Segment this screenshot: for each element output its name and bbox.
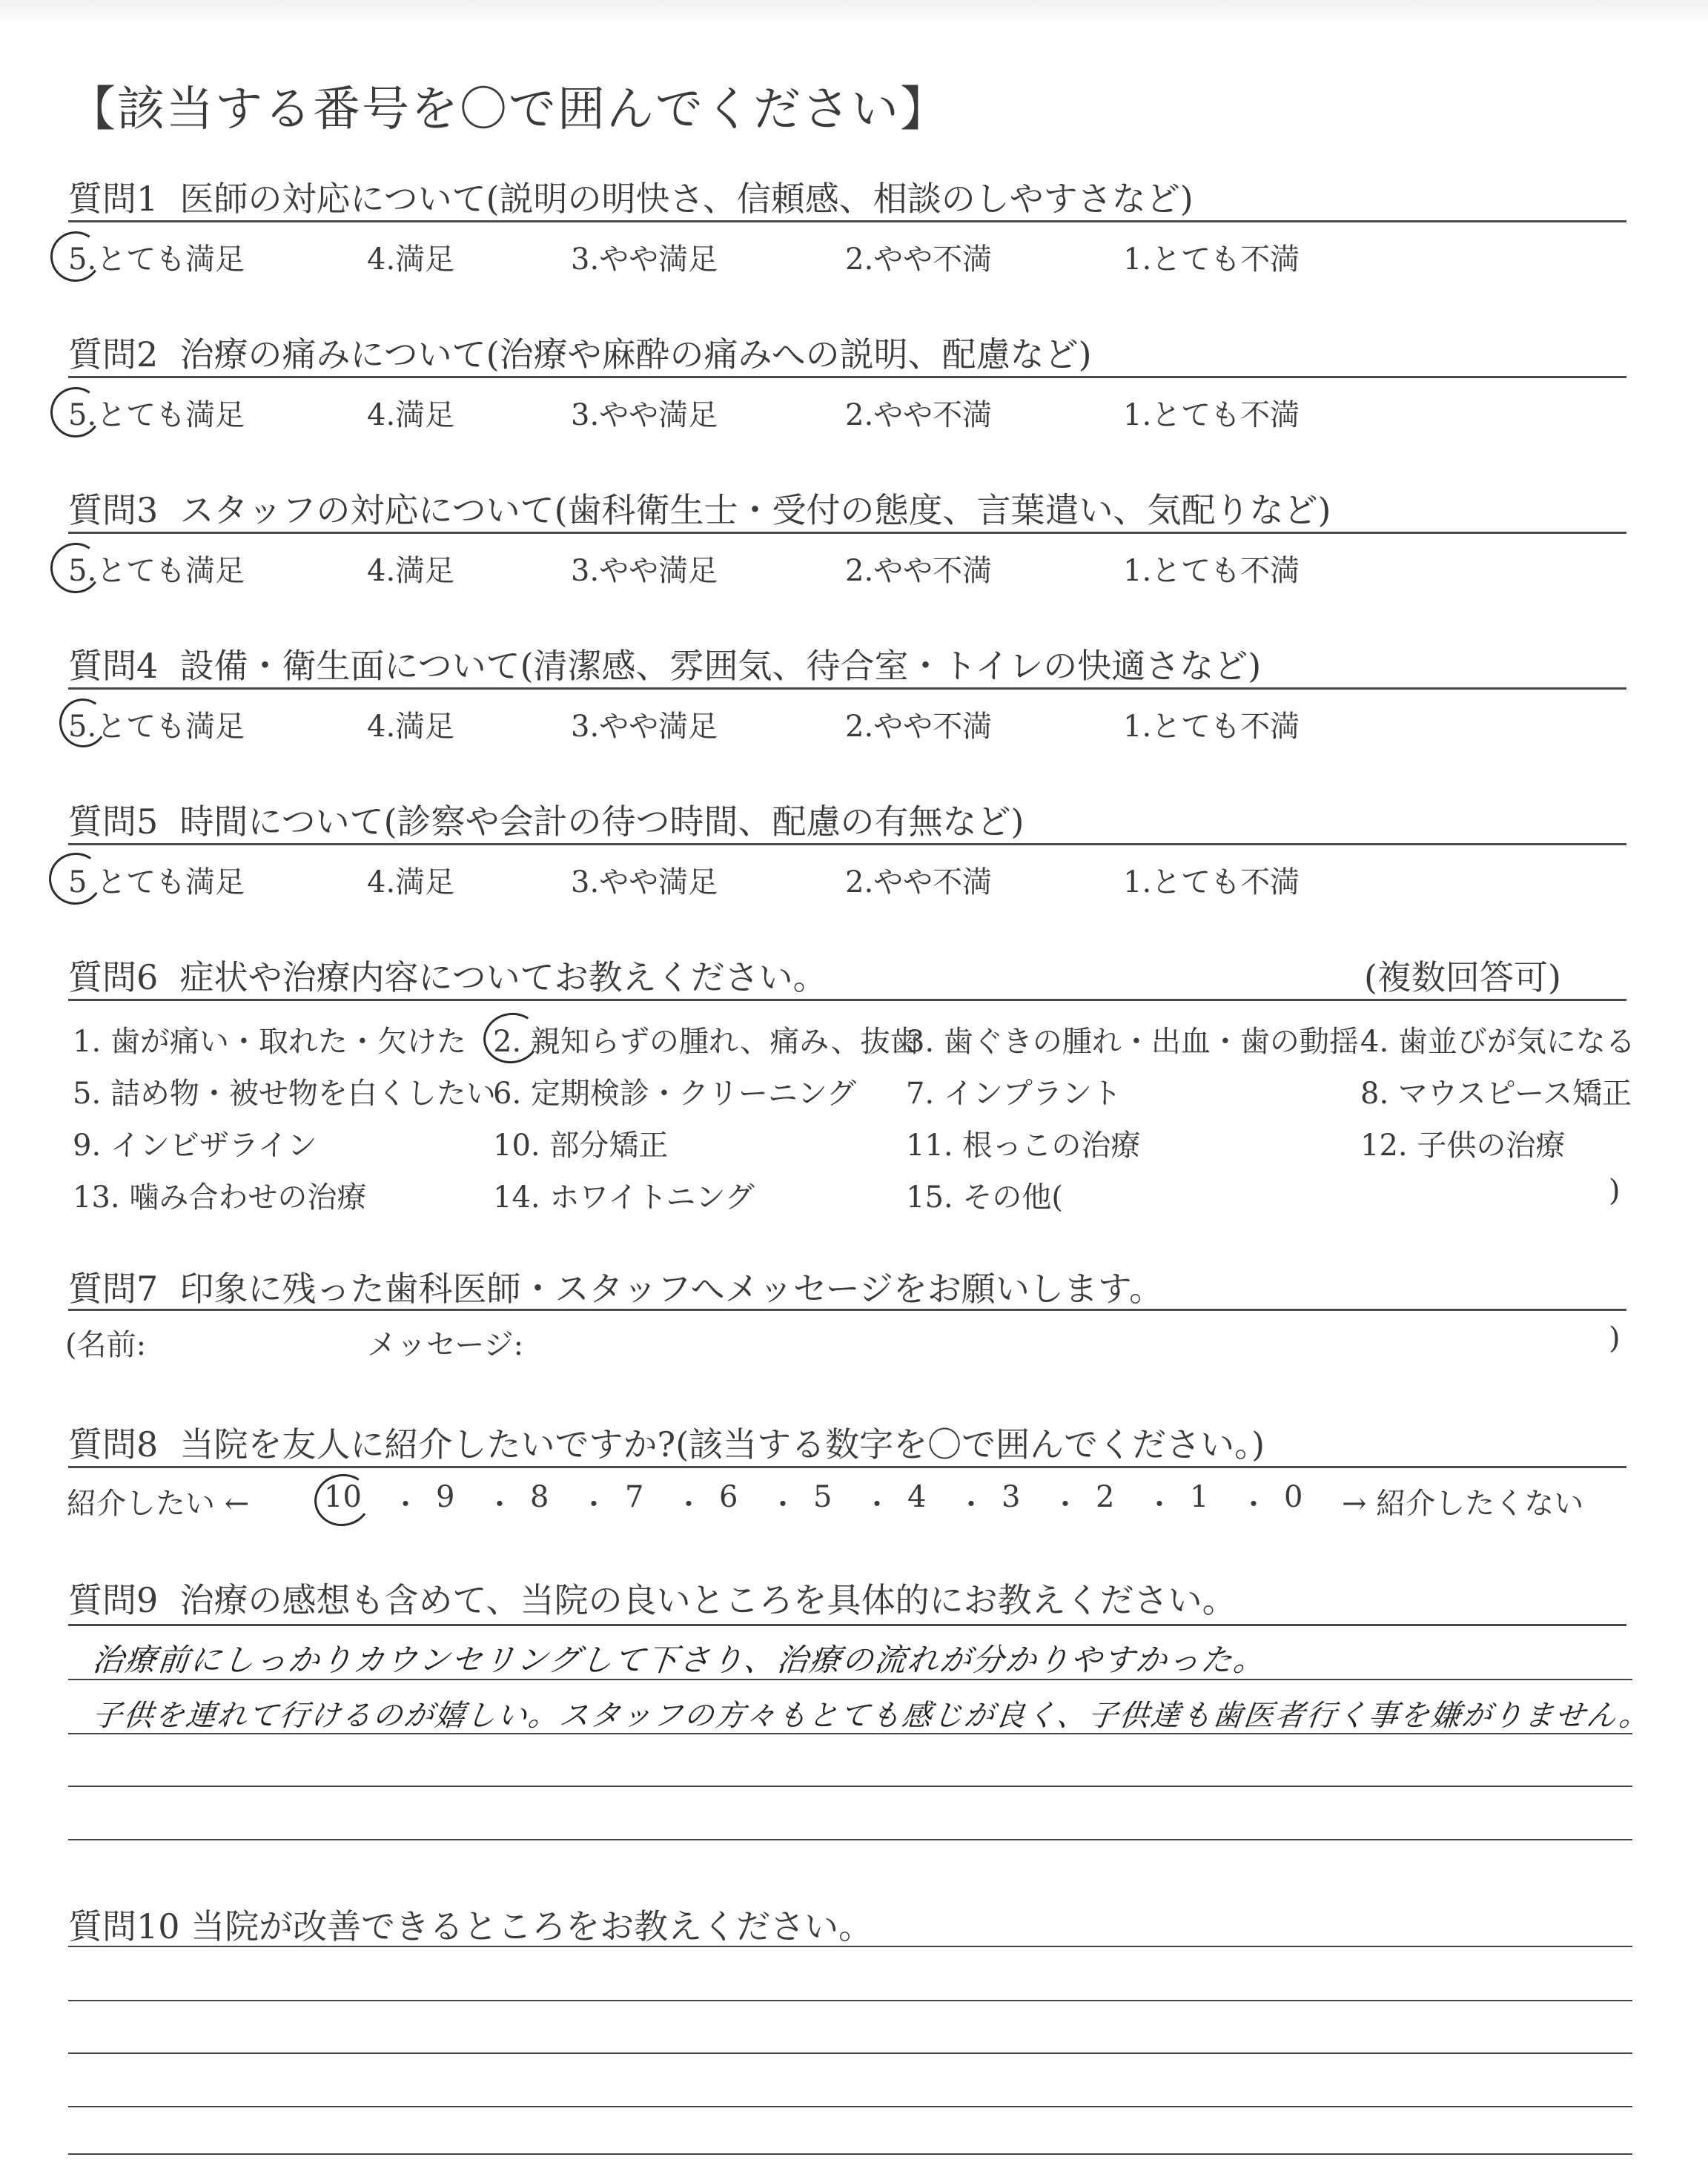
q7-close: ) <box>1609 1321 1621 1355</box>
q4-option-1[interactable]: 1.とても不満 <box>1123 710 1300 744</box>
q4-option-3[interactable]: 3.やや満足 <box>571 710 718 744</box>
q6-item-10[interactable]: 10. 部分矯正 <box>493 1129 669 1163</box>
q4-option-4[interactable]: 4.満足 <box>367 710 455 744</box>
question-8-text: 当院を友人に紹介したいですか?(該当する数字を〇で囲んでください。) <box>179 1424 1265 1464</box>
q2-option-5[interactable]: 5.とても満足 <box>68 398 245 432</box>
question-10-text: 当院が改善できるところをお教えください。 <box>191 1906 873 1946</box>
q3-option-4[interactable]: 4.満足 <box>367 554 455 588</box>
q7-message-label: メッセージ: <box>367 1328 524 1362</box>
q9-answer-line-1: 治療前にしっかりカウンセリングして下さり、治療の流れが分かりやすかった。 <box>90 1642 1268 1678</box>
q5-option-1[interactable]: 1.とても不満 <box>1123 865 1300 899</box>
q10-line-5 <box>68 2153 1632 2155</box>
question-2-text: 治療の痛みについて(治療や麻酔の痛みへの説明、配慮など) <box>179 334 1092 374</box>
question-6-note: (複数回答可) <box>1364 957 1561 997</box>
q3-option-1[interactable]: 1.とても不満 <box>1123 554 1300 588</box>
question-9-rule <box>68 1624 1626 1626</box>
question-4-label: 質問4 <box>68 646 159 686</box>
q8-separator: ・ <box>675 1488 704 1521</box>
q10-line-3 <box>68 2052 1632 2054</box>
q6-item-12[interactable]: 12. 子供の治療 <box>1360 1129 1566 1163</box>
q6-item-3[interactable]: 3. 歯ぐきの腫れ・出血・歯の動揺 <box>906 1025 1359 1059</box>
q3-option-2[interactable]: 2.やや不満 <box>845 554 993 588</box>
question-9-text: 治療の感想も含めて、当院の良いところを具体的にお教えください。 <box>179 1580 1237 1620</box>
q8-scale-4[interactable]: 4 <box>907 1480 927 1514</box>
q8-left-label: 紹介したい ← <box>67 1487 250 1521</box>
question-8-label: 質問8 <box>68 1424 159 1464</box>
q8-scale-2[interactable]: 2 <box>1096 1480 1115 1514</box>
q6-item-9[interactable]: 9. インビザライン <box>73 1129 317 1163</box>
question-9 <box>68 1573 1237 1622</box>
question-10 <box>68 1900 873 1949</box>
q1-option-4[interactable]: 4.満足 <box>367 242 455 277</box>
q6-item-7[interactable]: 7. インプラント <box>906 1077 1122 1111</box>
q2-option-4[interactable]: 4.満足 <box>367 398 455 432</box>
q8-separator: ・ <box>1145 1488 1174 1521</box>
q8-right-label: → 紹介したくない <box>1342 1487 1584 1521</box>
question-8 <box>68 1418 1265 1467</box>
q5-option-4[interactable]: 4.満足 <box>367 865 455 899</box>
q3-option-5[interactable]: 5.とても満足 <box>68 554 245 588</box>
q2-option-1[interactable]: 1.とても不満 <box>1123 398 1300 432</box>
q8-scale-0[interactable]: 0 <box>1284 1480 1303 1514</box>
question-7-label: 質問7 <box>68 1269 159 1309</box>
q5-option-3[interactable]: 3.やや満足 <box>571 865 718 899</box>
q6-item-13[interactable]: 13. 噛み合わせの治療 <box>73 1180 367 1215</box>
q8-scale-10[interactable]: 10 <box>324 1480 362 1514</box>
q4-option-2[interactable]: 2.やや不満 <box>845 710 993 744</box>
q8-scale-6[interactable]: 6 <box>719 1480 738 1514</box>
question-5 <box>68 795 1025 844</box>
question-9-label: 質問9 <box>68 1580 159 1620</box>
q8-scale-1[interactable]: 1 <box>1190 1480 1209 1514</box>
question-3-rule <box>68 532 1626 534</box>
question-3 <box>68 483 1331 532</box>
q3-option-3[interactable]: 3.やや満足 <box>571 554 718 588</box>
q5-option-5[interactable]: 5 とても満足 <box>68 865 245 899</box>
question-8-rule <box>68 1466 1626 1468</box>
q6-item-2[interactable]: 2. 親知らずの腫れ、痛み、抜歯 <box>493 1025 920 1059</box>
q9-line-3 <box>68 1786 1632 1787</box>
q9-line-2 <box>68 1733 1632 1734</box>
q1-option-3[interactable]: 3.やや満足 <box>571 242 718 277</box>
q10-line-4 <box>68 2106 1632 2107</box>
question-2 <box>68 328 1092 377</box>
q8-scale-3[interactable]: 3 <box>1002 1480 1021 1514</box>
q6-item-1[interactable]: 1. 歯が痛い・取れた・欠けた <box>73 1025 466 1059</box>
q8-separator: ・ <box>391 1488 420 1521</box>
question-7-text: 印象に残った歯科医師・スタッフへメッセージをお願いします。 <box>179 1269 1164 1309</box>
q8-scale-9[interactable]: 9 <box>436 1480 455 1514</box>
q2-option-2[interactable]: 2.やや不満 <box>845 398 993 432</box>
q6-item-11[interactable]: 11. 根っこの治療 <box>906 1129 1141 1163</box>
q8-scale-7[interactable]: 7 <box>625 1480 644 1514</box>
q10-line-2 <box>68 2000 1632 2001</box>
q9-line-4 <box>68 1839 1632 1840</box>
question-6-text: 症状や治療内容についてお教えください。 <box>179 957 827 997</box>
q6-item-6[interactable]: 6. 定期検診・クリーニング <box>493 1077 857 1111</box>
question-5-label: 質問5 <box>68 802 159 842</box>
q6-item-14[interactable]: 14. ホワイトニング <box>493 1180 755 1215</box>
q6-item-15[interactable]: 15. その他( <box>906 1180 1063 1215</box>
question-6-rule <box>68 999 1626 1001</box>
q8-separator: ・ <box>580 1488 609 1521</box>
q6-item-8[interactable]: 8. マウスピース矯正 <box>1360 1077 1632 1111</box>
q1-option-1[interactable]: 1.とても不満 <box>1123 242 1300 277</box>
question-1-label: 質問1 <box>68 179 159 219</box>
question-2-label: 質問2 <box>68 334 159 374</box>
question-4-text: 設備・衛生面について(清潔感、雰囲気、待合室・トイレの快適さなど) <box>179 646 1262 686</box>
q6-item-4[interactable]: 4. 歯並びが気になる <box>1360 1025 1635 1059</box>
q8-separator: ・ <box>957 1488 986 1521</box>
q1-option-2[interactable]: 2.やや不満 <box>845 242 993 277</box>
question-5-rule <box>68 843 1626 845</box>
q9-answer-line-2: 子供を連れて行けるのが嬉しい。スタッフの方々もとても感じが良く、子供達も歯医者行く事を嫌がりません。 <box>90 1699 1652 1733</box>
q8-separator: ・ <box>769 1488 798 1521</box>
question-3-text: スタッフの対応について(歯科衛生士・受付の態度、言葉遣い、気配りなど) <box>179 490 1331 530</box>
question-6 <box>68 951 827 1000</box>
q1-option-5[interactable]: 5.とても満足 <box>68 242 245 277</box>
scan-top-edge <box>0 0 1708 25</box>
question-5-text: 時間について(診察や会計の待つ時間、配慮の有無など) <box>179 802 1025 842</box>
q6-item-5[interactable]: 5. 詰め物・被せ物を白くしたい <box>73 1077 496 1111</box>
question-2-rule <box>68 376 1626 378</box>
q5-option-2[interactable]: 2.やや不満 <box>845 865 993 899</box>
q6-item-15-close: ) <box>1609 1174 1621 1208</box>
q10-line-1 <box>68 1946 1632 1947</box>
question-1-text: 医師の対応について(説明の明快さ、信頼感、相談のしやすさなど) <box>179 179 1194 219</box>
q8-separator: ・ <box>486 1488 514 1521</box>
question-7 <box>68 1262 1163 1311</box>
question-1 <box>68 172 1194 221</box>
q9-line-1 <box>68 1679 1632 1680</box>
q8-scale-8[interactable]: 8 <box>530 1480 549 1514</box>
q8-scale-5[interactable]: 5 <box>813 1480 833 1514</box>
q8-separator: ・ <box>1051 1488 1080 1521</box>
q8-separator: ・ <box>1239 1488 1268 1521</box>
question-7-rule <box>68 1309 1626 1311</box>
question-4-rule <box>68 687 1626 690</box>
question-1-rule <box>68 220 1626 222</box>
q7-name-label: (名前: <box>65 1328 147 1362</box>
question-10-label: 質問10 <box>68 1906 180 1946</box>
question-4 <box>68 639 1261 688</box>
question-3-label: 質問3 <box>68 490 159 530</box>
question-6-label: 質問6 <box>68 957 159 997</box>
q2-option-3[interactable]: 3.やや満足 <box>571 398 718 432</box>
q8-separator: ・ <box>863 1488 892 1521</box>
q4-option-5[interactable]: 5.とても満足 <box>68 710 245 744</box>
form-title: 【該当する番号を〇で囲んでください】 <box>68 82 949 137</box>
